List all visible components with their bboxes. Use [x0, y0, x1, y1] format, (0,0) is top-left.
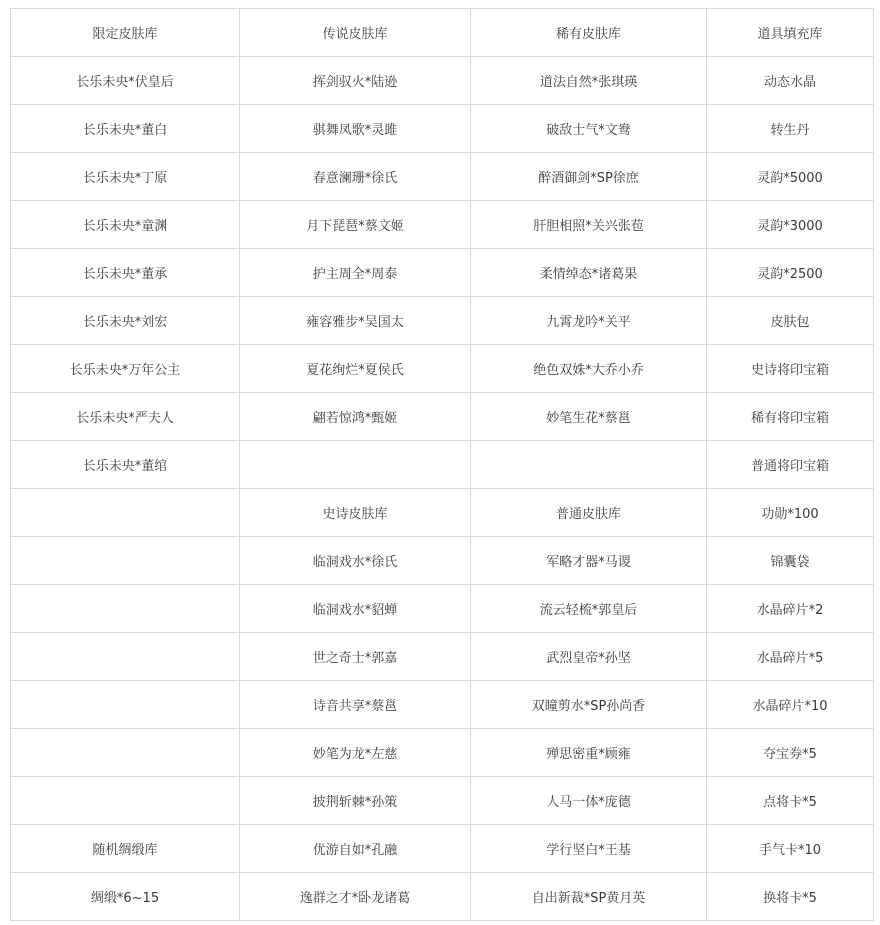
table-cell-col-2: 临洞戏水*徐氏 — [240, 537, 471, 585]
table-cell-col-3: 九霄龙吟*关平 — [471, 297, 707, 345]
table-body — [11, 9, 874, 921]
table-cell-col-2: 世之奇士*郭嘉 — [240, 633, 471, 681]
table-cell-col-3: 流云轻梳*郭皇后 — [471, 585, 707, 633]
table-cell-col-2: 逸群之才*卧龙诸葛 — [240, 873, 471, 921]
table-cell-col-2: 临洞戏水*貂蝉 — [240, 585, 471, 633]
table-cell-col-4: 转生丹 — [707, 105, 874, 153]
table-cell-col-4: 功勋*100 — [707, 489, 874, 537]
table-row — [11, 345, 874, 393]
table-cell-col-1: 长乐未央*董绾 — [11, 441, 240, 489]
table-cell-col-4: 普通将印宝箱 — [707, 441, 874, 489]
table-row — [11, 729, 874, 777]
table-cell-col-2: 夏花绚烂*夏侯氏 — [240, 345, 471, 393]
table-cell-col-2: 披荆斩棘*孙策 — [240, 777, 471, 825]
table-cell-col-3: 双瞳剪水*SP孙尚香 — [471, 681, 707, 729]
table-row — [11, 633, 874, 681]
header-cell-col-3: 稀有皮肤库 — [471, 9, 707, 57]
skin-pool-table — [10, 8, 874, 921]
table-row — [11, 825, 874, 873]
table-cell-col-4: 灵韵*3000 — [707, 201, 874, 249]
table-row — [11, 249, 874, 297]
table-cell-col-2 — [240, 441, 471, 489]
table-row — [11, 537, 874, 585]
table-cell-col-1 — [11, 489, 240, 537]
table-cell-col-2: 史诗皮肤库 — [240, 489, 471, 537]
table-cell-col-3: 普通皮肤库 — [471, 489, 707, 537]
table-cell-col-1: 绸缎*6~15 — [11, 873, 240, 921]
table-row — [11, 105, 874, 153]
header-cell-col-1: 限定皮肤库 — [11, 9, 240, 57]
table-row — [11, 681, 874, 729]
table-cell-col-2: 月下琵琶*蔡文姬 — [240, 201, 471, 249]
table-cell-col-4: 灵韵*2500 — [707, 249, 874, 297]
table-cell-col-1 — [11, 585, 240, 633]
table-row — [11, 393, 874, 441]
table-row — [11, 201, 874, 249]
table-row — [11, 489, 874, 537]
table-cell-col-1: 长乐未央*丁原 — [11, 153, 240, 201]
table-cell-col-1 — [11, 681, 240, 729]
table-cell-col-1: 长乐未央*董承 — [11, 249, 240, 297]
table-cell-col-4: 动态水晶 — [707, 57, 874, 105]
table-cell-col-4: 锦囊袋 — [707, 537, 874, 585]
table-cell-col-2: 护主周全*周泰 — [240, 249, 471, 297]
table-cell-col-3: 柔情绰态*诸葛果 — [471, 249, 707, 297]
table-cell-col-3 — [471, 441, 707, 489]
table-cell-col-4: 点将卡*5 — [707, 777, 874, 825]
table-cell-col-1: 长乐未央*万年公主 — [11, 345, 240, 393]
table-cell-col-4: 水晶碎片*2 — [707, 585, 874, 633]
table-cell-col-3: 绝色双姝*大乔小乔 — [471, 345, 707, 393]
table-cell-col-3: 醉酒御剑*SP徐庶 — [471, 153, 707, 201]
table-row — [11, 777, 874, 825]
table-cell-col-4: 稀有将印宝箱 — [707, 393, 874, 441]
table-row — [11, 57, 874, 105]
table-cell-col-1: 长乐未央*伏皇后 — [11, 57, 240, 105]
table-header-row — [11, 9, 874, 57]
table-cell-col-4: 夺宝券*5 — [707, 729, 874, 777]
table-cell-col-4: 水晶碎片*5 — [707, 633, 874, 681]
table-cell-col-3: 妙笔生花*蔡邕 — [471, 393, 707, 441]
table-cell-col-1: 随机绸缎库 — [11, 825, 240, 873]
table-cell-col-1: 长乐未央*刘宏 — [11, 297, 240, 345]
table-cell-col-4: 水晶碎片*10 — [707, 681, 874, 729]
table-cell-col-2: 挥剑驭火*陆逊 — [240, 57, 471, 105]
table-cell-col-3: 自出新裁*SP黄月英 — [471, 873, 707, 921]
table-cell-col-2: 春意澜珊*徐氏 — [240, 153, 471, 201]
header-cell-col-4: 道具填充库 — [707, 9, 874, 57]
table-cell-col-3: 武烈皇帝*孙坚 — [471, 633, 707, 681]
table-cell-col-3: 人马一体*庞德 — [471, 777, 707, 825]
table-cell-col-1: 长乐未央*董白 — [11, 105, 240, 153]
table-cell-col-3: 学行坚白*王基 — [471, 825, 707, 873]
table-cell-col-1 — [11, 729, 240, 777]
table-cell-col-4: 手气卡*10 — [707, 825, 874, 873]
table-cell-col-3: 殚思密重*顾雍 — [471, 729, 707, 777]
table-cell-col-2: 翩若惊鸿*甄姬 — [240, 393, 471, 441]
table-row — [11, 297, 874, 345]
table-cell-col-3: 军略才器*马谡 — [471, 537, 707, 585]
table-cell-col-3: 道法自然*张琪瑛 — [471, 57, 707, 105]
table-row — [11, 873, 874, 921]
table-cell-col-2: 骐舞凤歌*灵雎 — [240, 105, 471, 153]
table-cell-col-1: 长乐未央*童渊 — [11, 201, 240, 249]
table-cell-col-2: 雍容雅步*吴国太 — [240, 297, 471, 345]
table-cell-col-3: 破敌士气*文鸯 — [471, 105, 707, 153]
header-cell-col-2: 传说皮肤库 — [240, 9, 471, 57]
table-row — [11, 153, 874, 201]
table-cell-col-2: 妙笔为龙*左慈 — [240, 729, 471, 777]
table-cell-col-1 — [11, 777, 240, 825]
table-row — [11, 441, 874, 489]
table-cell-col-1: 长乐未央*严夫人 — [11, 393, 240, 441]
table-cell-col-3: 肝胆相照*关兴张苞 — [471, 201, 707, 249]
table-cell-col-1 — [11, 537, 240, 585]
table-cell-col-2: 优游自如*孔融 — [240, 825, 471, 873]
table-cell-col-4: 灵韵*5000 — [707, 153, 874, 201]
table-cell-col-1 — [11, 633, 240, 681]
table-row — [11, 585, 874, 633]
table-cell-col-4: 史诗将印宝箱 — [707, 345, 874, 393]
table-cell-col-2: 诗音共享*蔡邕 — [240, 681, 471, 729]
table-cell-col-4: 皮肤包 — [707, 297, 874, 345]
table-cell-col-4: 换将卡*5 — [707, 873, 874, 921]
